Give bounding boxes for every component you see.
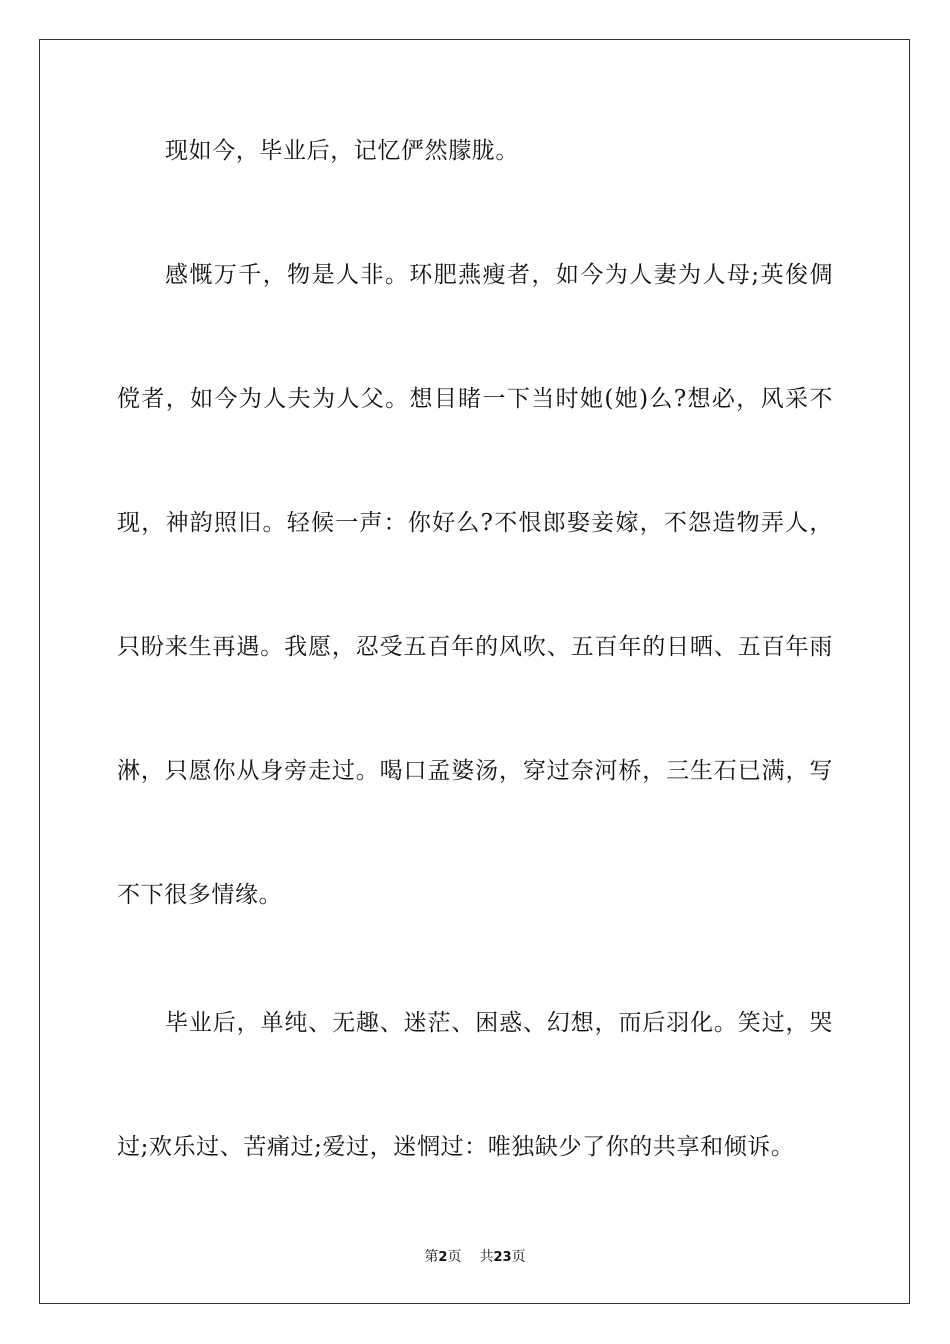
paragraph-2-line-5: 淋，只愿你从身旁走过。喝口孟婆汤，穿过奈河桥，三生石已满，写 bbox=[117, 758, 833, 784]
paragraph-1-line-1: 现如今，毕业后，记忆俨然朦胧。 bbox=[165, 138, 519, 164]
paragraph-2-line-3: 现，神韵照旧。轻候一声：你好么?不恨郎娶妾嫁，不怨造物弄人， bbox=[117, 510, 833, 536]
paragraph-2-line-6: 不下很多情缘。 bbox=[117, 882, 283, 908]
paragraph-2-line-1: 感慨万千，物是人非。环肥燕瘦者，如今为人妻为人母;英俊倜 bbox=[165, 262, 833, 288]
page-border bbox=[39, 39, 910, 1304]
total-suffix: 页 bbox=[511, 1249, 526, 1265]
paragraph-3-line-1: 毕业后，单纯、无趣、迷茫、困惑、幻想，而后羽化。笑过，哭 bbox=[165, 1010, 833, 1036]
total-prefix: 共 bbox=[479, 1249, 494, 1265]
paragraph-2-line-2: 傥者，如今为人夫为人父。想目睹一下当时她(她)么?想必，风采不 bbox=[117, 386, 833, 412]
total-pages: 23 bbox=[493, 1250, 512, 1265]
page-suffix: 页 bbox=[447, 1249, 462, 1265]
page-prefix: 第 bbox=[424, 1249, 439, 1265]
paragraph-2-line-4: 只盼来生再遇。我愿，忍受五百年的风吹、五百年的日晒、五百年雨 bbox=[117, 634, 833, 660]
page-footer bbox=[0, 1248, 950, 1267]
page-number: 2 bbox=[438, 1250, 448, 1265]
paragraph-3-line-2: 过;欢乐过、苦痛过;爱过，迷惘过：唯独缺少了你的共享和倾诉。 bbox=[117, 1134, 795, 1160]
